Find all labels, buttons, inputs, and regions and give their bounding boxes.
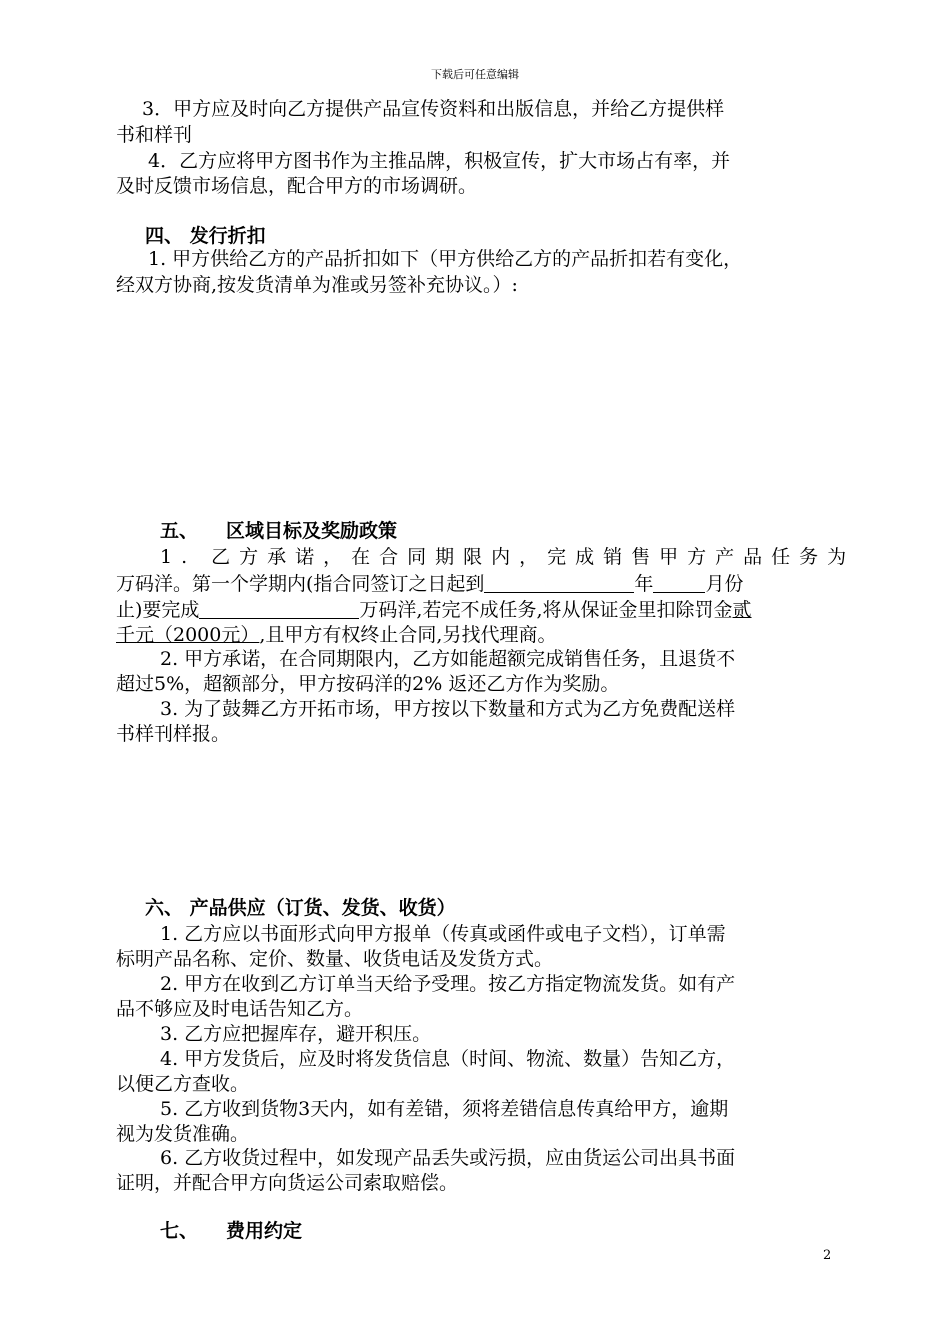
text-run: 止)要完成 [116, 599, 200, 621]
paragraph-line [116, 574, 743, 594]
blank-field [484, 574, 634, 593]
section-title: 费用约定 [226, 1220, 303, 1242]
paragraph-line: 标明产品名称、定价、数量、收货电话及发货方式。 [116, 948, 554, 970]
section-number: 七、 [160, 1220, 199, 1242]
text-run: 年 [634, 573, 654, 595]
paragraph-line: 3．甲方应及时向乙方提供产品宣传资料和出版信息，并给乙方提供样 [142, 98, 725, 120]
paragraph-line: 视为发货准确。 [116, 1123, 250, 1145]
text-run: 万码洋。第一个学期内(指合同签订之日起到 [116, 573, 485, 595]
paragraph-line: 3. 乙方应把握库存，避开积压。 [160, 1023, 432, 1045]
paragraph-line [116, 626, 556, 645]
paragraph-line: 超过5%，超额部分，甲方按码洋的2% 返还乙方作为奖励。 [116, 673, 620, 695]
section-heading: 六、 产品供应（订货、发货、收货） [145, 897, 456, 919]
underlined-text: 贰 [732, 599, 752, 621]
paragraph-line: 以便乙方查收。 [116, 1073, 250, 1095]
blank-field [199, 600, 359, 619]
text-run: 月份 [705, 573, 744, 595]
paragraph-line: 及时反馈市场信息，配合甲方的市场调研。 [116, 175, 478, 197]
blank-field [653, 574, 705, 593]
paragraph-line: 4．乙方应将甲方图书作为主推品牌，积极宣传，扩大市场占有率，并 [148, 150, 731, 172]
text-run: 万码洋,若完不成任务,将从保证金里扣除罚金 [359, 599, 733, 621]
underlined-text: 千元（2000元） [116, 624, 260, 646]
text-run: ,且甲方有权终止合同,另找代理商。 [259, 624, 557, 646]
paragraph-line: 1. 甲方供给乙方的产品折扣如下（甲方供给乙方的产品折扣若有变化， [148, 248, 743, 270]
paragraph-line [116, 600, 752, 620]
paragraph-line: 书样刊样报。 [116, 723, 231, 745]
section-heading [160, 522, 397, 541]
section-title: 区域目标及奖励政策 [226, 520, 398, 542]
section-heading: 四、 发行折扣 [145, 225, 266, 247]
paragraph-line: 经双方协商,按发货清单为准或另签补充协议。）: [116, 274, 518, 296]
paragraph-line: 证明，并配合甲方向货运公司索取赔偿。 [116, 1172, 459, 1194]
paragraph-line: 1. 乙方承诺，在合同期限内，完成销售甲方产品任务为 [160, 546, 856, 568]
page-header: 下载后可任意编辑 [431, 68, 519, 81]
paragraph-line: 2. 甲方在收到乙方订单当天给予受理。按乙方指定物流发货。如有产 [160, 973, 736, 995]
paragraph-line: 3. 为了鼓舞乙方开拓市场，甲方按以下数量和方式为乙方免费配送样 [160, 698, 736, 720]
section-number: 五、 [160, 520, 199, 542]
paragraph-line: 2. 甲方承诺，在合同期限内，乙方如能超额完成销售任务，且退货不 [160, 648, 736, 670]
paragraph-line: 4. 甲方发货后，应及时将发货信息（时间、物流、数量）告知乙方， [160, 1048, 736, 1070]
paragraph-line: 6. 乙方收货过程中，如发现产品丢失或污损，应由货运公司出具书面 [160, 1147, 736, 1169]
paragraph-line: 5. 乙方收到货物3天内，如有差错，须将差错信息传真给甲方，逾期 [160, 1098, 729, 1120]
paragraph-line: 品不够应及时电话告知乙方。 [116, 998, 364, 1020]
paragraph-line: 书和样刊 [116, 124, 193, 146]
page-number: 2 [823, 1248, 832, 1263]
section-heading [160, 1222, 302, 1241]
paragraph-line: 1. 乙方应以书面形式向甲方报单（传真或函件或电子文档），订单需 [160, 923, 726, 945]
